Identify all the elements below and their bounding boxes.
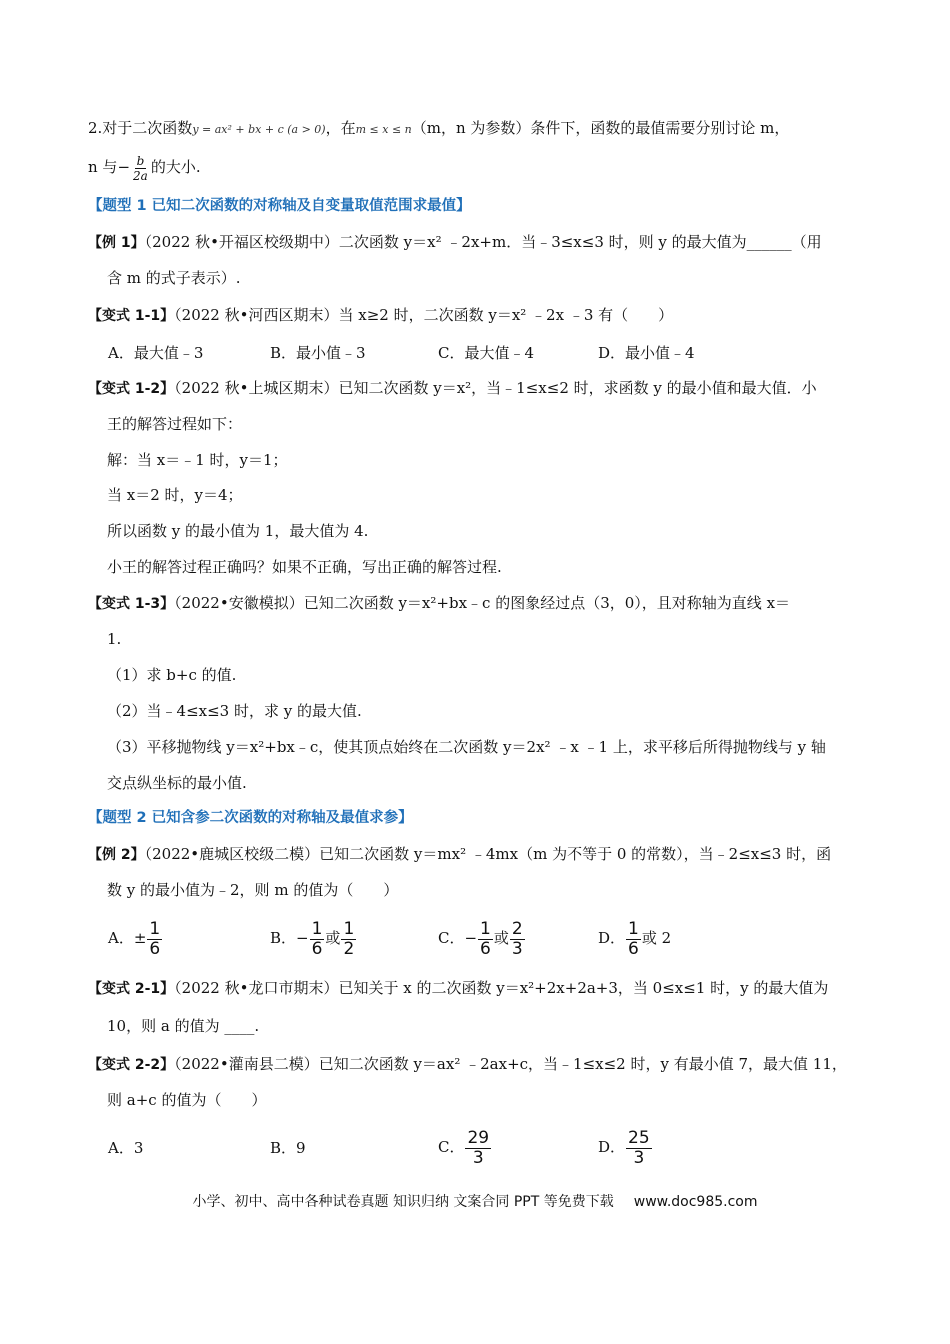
intro-mid: ，在	[325, 119, 356, 137]
v12-line-3: 解：当 x＝﹣1 时，y＝1；	[107, 451, 288, 469]
v13-q2: （2）当﹣4≤x≤3 时，求 y 的最大值.	[107, 702, 362, 720]
footer-site-link[interactable]: www.doc985.com	[633, 1194, 758, 1210]
intro-formula: y = ax² + bx + c (a > 0)	[192, 123, 326, 136]
intro-line2-prefix: n 与	[88, 158, 118, 176]
v13-q3: （3）平移抛物线 y＝x²+bx﹣c，使其顶点始终在二次函数 y＝2x² ﹣x ﹣1 上，求平移后所得抛物线与 y 轴	[107, 738, 826, 756]
v12-line-6: 小王的解答过程正确吗？如果不正确，写出正确的解答过程.	[107, 558, 502, 576]
fraction: $\frac{1}{6}$	[628, 918, 639, 959]
intro-suffix: （m，n 为参数）条件下，函数的最值需要分别讨论 m，	[411, 119, 790, 137]
v22-option-a[interactable]: A．3	[108, 1139, 144, 1157]
v21-line-1: 【变式 2-1】（2022 秋•龙口市期末）已知关于 x 的二次函数 y＝x²+2x+2a+3，当 0≤x≤1 时，y 的最大值为	[88, 979, 829, 997]
ex1-line-1: 【例 1】（2022 秋•开福区校级期中）二次函数 y＝x² ﹣2x+m．当﹣3≤x≤3 时，则 y 的最大值为______（用	[88, 233, 822, 251]
v13-line-2: 1.	[107, 630, 122, 648]
fraction: $\frac{2}{3}$	[511, 918, 523, 959]
v12-line-5: 所以函数 y 的最小值为 1，最大值为 4.	[107, 522, 369, 540]
page-footer	[0, 1191, 950, 1211]
v11-line-1: 【变式 1-1】（2022 秋•河西区期末）当 x≥2 时，二次函数 y＝x² ﹣2x ﹣3 有（ ）	[88, 306, 674, 324]
v12-tag: 【变式 1-2】	[88, 381, 175, 397]
v13-tag: 【变式 1-3】	[88, 596, 175, 612]
ex2-option-d[interactable]: D． $\frac{1}{6}$ 或 2	[598, 918, 672, 959]
v22-line-2: 则 a+c 的值为（ ）	[107, 1091, 267, 1109]
footer-text: 小学、初中、高中各种试卷真题 知识归纳 文案合同 PPT 等免费下载	[192, 1194, 614, 1210]
v11-option-b[interactable]: B．最小值﹣3	[270, 344, 366, 362]
fraction: $\frac{1}{6}$	[480, 918, 491, 959]
v11-option-d[interactable]: D．最小值﹣4	[598, 344, 695, 362]
v13-q3-cont: 交点纵坐标的最小值.	[107, 774, 247, 792]
v13-line-1: 【变式 1-3】（2022•安徽模拟）已知二次函数 y＝x²+bx﹣c 的图象经过点（3，0），且对称轴为直线 x＝	[88, 594, 791, 612]
intro-prefix: 2.对于二次函数	[88, 119, 193, 137]
v21-tag: 【变式 2-1】	[88, 981, 175, 997]
ex2-option-c[interactable]: C．− $\frac{1}{6}$ 或 $\frac{2}{3}$	[438, 918, 523, 959]
v11-option-a[interactable]: A．最大值﹣3	[108, 344, 204, 362]
ex2-line-1: 【例 2】（2022•鹿城区校级二模）已知二次函数 y＝mx² ﹣4mx（m 为不等于 0 的常数），当﹣2≤x≤3 时，函	[88, 845, 832, 863]
fraction: $\frac{1}{6}$	[149, 918, 161, 959]
fraction: $\frac{1}{2}$	[343, 918, 355, 959]
ex2-tag: 【例 2】	[88, 847, 145, 863]
v22-option-d[interactable]: D． $\frac{25}{3}$	[598, 1127, 650, 1168]
type1-heading: 【题型 1 已知二次函数的对称轴及自变量取值范围求最值】	[88, 198, 471, 214]
intro-line2-suffix: 的大小.	[150, 158, 201, 176]
v22-option-b[interactable]: B．9	[270, 1139, 306, 1157]
v12-line-1: 【变式 1-2】（2022 秋•上城区期末）已知二次函数 y＝x²，当﹣1≤x≤2 时，求函数 y 的最小值和最大值．小	[88, 379, 817, 397]
fraction: $\frac{25}{3}$	[628, 1127, 650, 1168]
ex1-tag: 【例 1】	[88, 235, 145, 251]
ex2-option-a[interactable]: A．± $\frac{1}{6}$	[108, 918, 161, 959]
v21-line-2: 10，则 a 的值为 ____.	[107, 1017, 260, 1035]
intro-range: m ≤ x ≤ n	[355, 123, 412, 136]
v12-line-2: 王的解答过程如下：	[107, 415, 243, 433]
fraction: $\frac{29}{3}$	[467, 1127, 490, 1168]
v11-tag: 【变式 1-1】	[88, 308, 175, 324]
v22-tag: 【变式 2-2】	[88, 1057, 175, 1073]
v22-line-1: 【变式 2-2】（2022•灌南县二模）已知二次函数 y＝ax² ﹣2ax+c，当﹣1≤x≤2 时，y 有最小值 7，最大值 11，	[88, 1055, 847, 1073]
fraction: $\frac{1}{6}$	[311, 918, 323, 959]
ex2-option-b[interactable]: B．− $\frac{1}{6}$ 或 $\frac{1}{2}$	[270, 918, 355, 959]
type2-heading: 【题型 2 已知含参二次函数的对称轴及最值求参】	[88, 810, 413, 826]
b-over-2a-fraction: $\frac{b}{2a}$	[133, 153, 148, 183]
v22-option-c[interactable]: C． $\frac{29}{3}$	[438, 1127, 490, 1168]
v11-option-c[interactable]: C．最大值﹣4	[438, 344, 535, 362]
intro-line-1	[88, 118, 789, 140]
ex2-line-2: 数 y 的最小值为﹣2，则 m 的值为（ ）	[107, 881, 399, 899]
v13-q1: （1）求 b+c 的值.	[107, 666, 237, 684]
ex1-line-2: 含 m 的式子表示）.	[107, 269, 241, 287]
v12-line-4: 当 x＝2 时，y＝4；	[107, 486, 243, 504]
intro-line-2: n 与− $\frac{b}{2a}$ 的大小.	[88, 153, 201, 183]
